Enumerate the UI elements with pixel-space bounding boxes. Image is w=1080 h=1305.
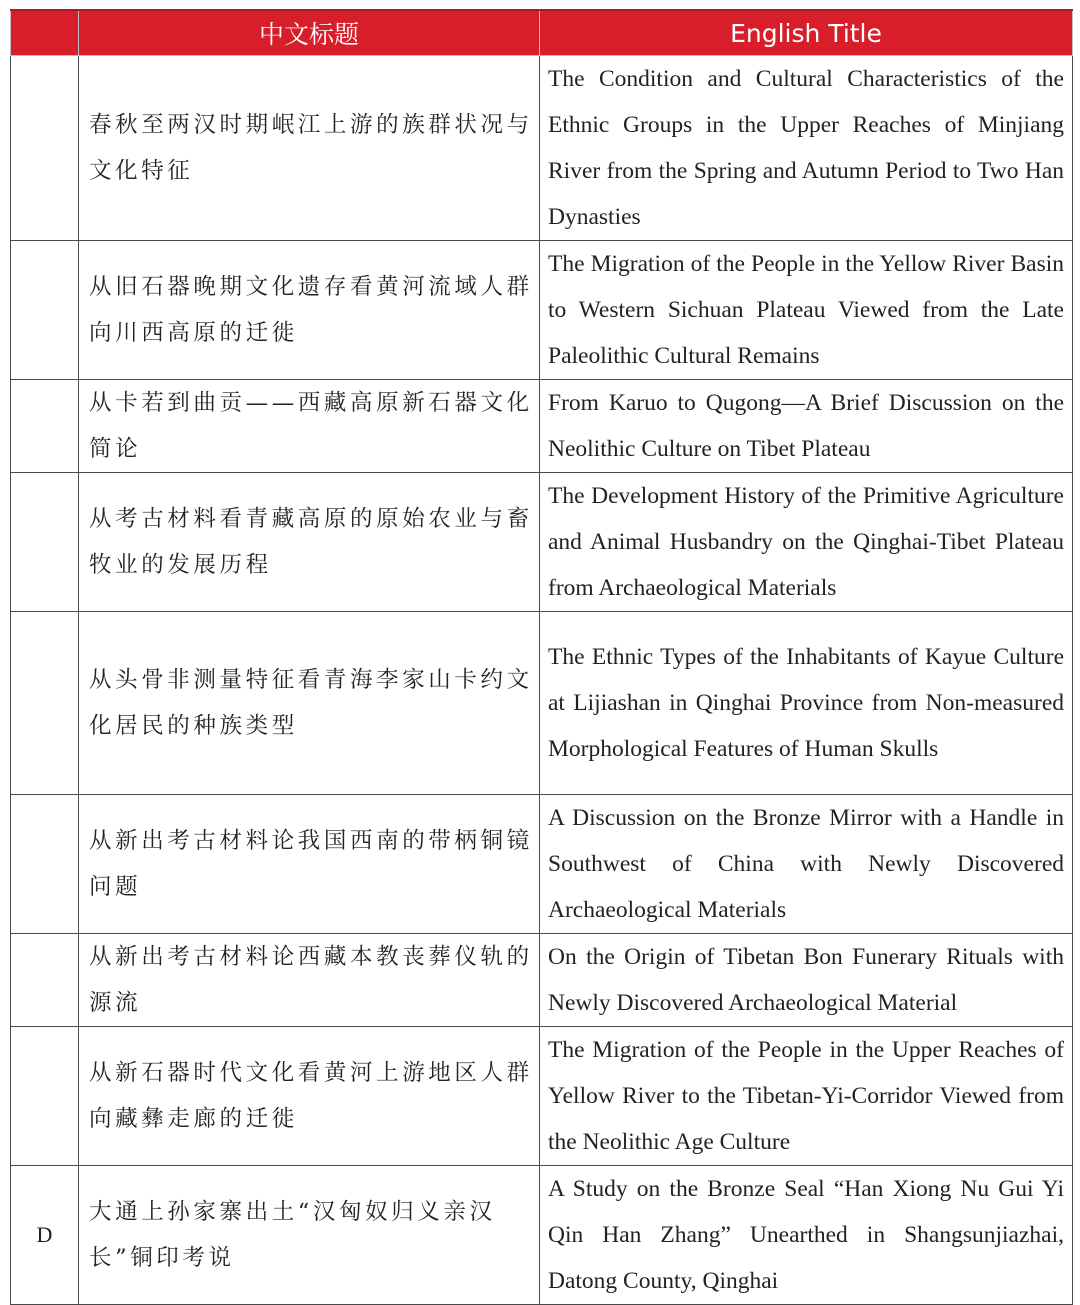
english-title: On the Origin of Tibetan Bon Funerary Rituals with Newly Discovered Archaeological Material [540,934,1073,1027]
english-title: The Migration of the People in the Upper Reaches of Yellow River to the Tibetan-Yi-Corridor Viewed from the Neolithic Age Culture [540,1027,1073,1166]
table-row [11,1027,1073,1166]
row-letter [11,612,79,795]
row-letter [11,1027,79,1166]
table-row [11,473,1073,612]
row-letter [11,934,79,1027]
chinese-title: 从考古材料看青藏高原的原始农业与畜牧业的发展历程 [79,473,540,612]
row-letter [11,380,79,473]
table-row [11,241,1073,380]
header-row [11,10,1073,56]
header-chinese-title: 中文标题 [79,10,540,56]
row-letter: D [11,1166,79,1305]
header-english-title: English Title [540,10,1073,56]
table-row [11,56,1073,241]
english-title: A Discussion on the Bronze Mirror with a Handle in Southwest of China with Newly Discovered Archaeological Materials [540,795,1073,934]
row-letter [11,795,79,934]
chinese-title: 从旧石器晚期文化遗存看黄河流域人群向川西高原的迁徙 [79,241,540,380]
english-title: From Karuo to Qugong—A Brief Discussion on the Neolithic Culture on Tibet Plateau [540,380,1073,473]
english-title: A Study on the Bronze Seal “Han Xiong Nu Gui Yi Qin Han Zhang” Unearthed in Shangsunjiazhai, Datong County, Qinghai [540,1166,1073,1305]
row-letter [11,56,79,241]
table-row [11,612,1073,795]
chinese-title: 从新出考古材料论西藏本教丧葬仪轨的源流 [79,934,540,1027]
chinese-title: 大通上孙家寨出土“汉匈奴归义亲汉长”铜印考说 [79,1166,540,1305]
chinese-title: 从头骨非测量特征看青海李家山卡约文化居民的种族类型 [79,612,540,795]
table-row [11,795,1073,934]
chinese-title: 春秋至两汉时期岷江上游的族群状况与文化特征 [79,56,540,241]
table-row [11,380,1073,473]
chinese-title: 从新石器时代文化看黄河上游地区人群向藏彝走廊的迁徙 [79,1027,540,1166]
english-title: The Development History of the Primitive Agriculture and Animal Husbandry on the Qinghai-Tibet Plateau from Archaeological Materials [540,473,1073,612]
chinese-title: 从卡若到曲贡——西藏高原新石器文化简论 [79,380,540,473]
row-letter [11,473,79,612]
glossary-table [10,9,1073,1305]
table-row [11,934,1073,1027]
english-title: The Migration of the People in the Yellow River Basin to Western Sichuan Plateau Viewed from the Late Paleolithic Cultural Remains [540,241,1073,380]
english-title: The Ethnic Types of the Inhabitants of Kayue Culture at Lijiashan in Qinghai Province from Non-measured Morphological Features of Human Skulls [540,612,1073,795]
chinese-title: 从新出考古材料论我国西南的带柄铜镜问题 [79,795,540,934]
table-row [11,1166,1073,1305]
english-title: The Condition and Cultural Characteristics of the Ethnic Groups in the Upper Reaches of Minjiang River from the Spring and Autumn Period to Two Han Dynasties [540,56,1073,241]
row-letter [11,241,79,380]
header-letter [11,10,79,56]
